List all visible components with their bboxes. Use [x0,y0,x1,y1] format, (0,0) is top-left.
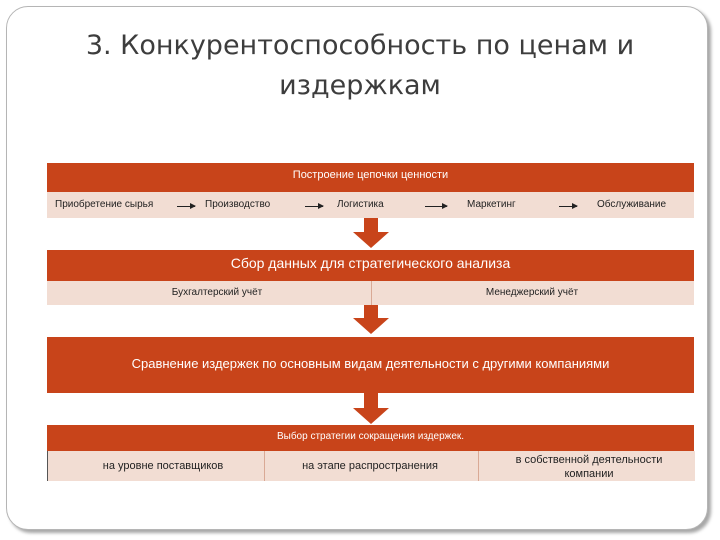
cost-comparison-text: Сравнение издержек по основным видам деятельности с другими компаниями [131,356,610,371]
accounting-item: Бухгалтерский учёт [171,287,263,298]
strategy-item: на уровне поставщиков [102,460,224,472]
accounting-item: Менеджерский учёт [485,287,579,298]
data-collection-header [47,250,694,281]
value-chain-item: Приобретение сырья [55,199,154,210]
value-chain-header-text: Построение цепочки ценности [292,169,449,181]
strategy-item: на этапе распространения [302,460,438,472]
arrow-icon [559,206,577,207]
title-line-2: издержкам [279,70,441,101]
value-chain-item: Маркетинг [467,199,516,210]
cost-comparison-box [47,337,694,393]
strategy-header-text: Выбор стратегии сокращения издержек. [276,431,465,442]
flow-arrow-down-icon [353,318,389,334]
title-line-1: 3. Конкурентоспособность по ценам и [85,30,635,61]
arrow-icon [177,206,195,207]
value-chain-item: Обслуживание [597,199,667,210]
arrow-icon [305,206,323,207]
flow-arrow-down-icon [353,232,389,248]
flow-arrow-down-icon [353,408,389,424]
strategy-header [47,425,694,451]
value-chain-row [47,192,694,218]
value-chain-header [47,163,694,192]
row-divider [478,451,479,481]
slide-title [40,26,680,106]
data-collection-header-text: Сбор данных для стратегического анализа [230,255,511,271]
value-chain-item: Логистика [337,199,384,210]
flow-arrow-stem [364,305,378,318]
value-chain-item: Производство [205,199,271,210]
strategy-row [47,451,695,481]
strategy-item: в собственной деятельности компании [515,454,663,480]
row-divider [371,281,372,305]
row-divider [264,451,265,481]
flow-arrow-stem [364,393,378,409]
flow-arrow-stem [364,218,378,232]
arrow-icon [425,206,447,207]
data-collection-row [47,281,694,305]
